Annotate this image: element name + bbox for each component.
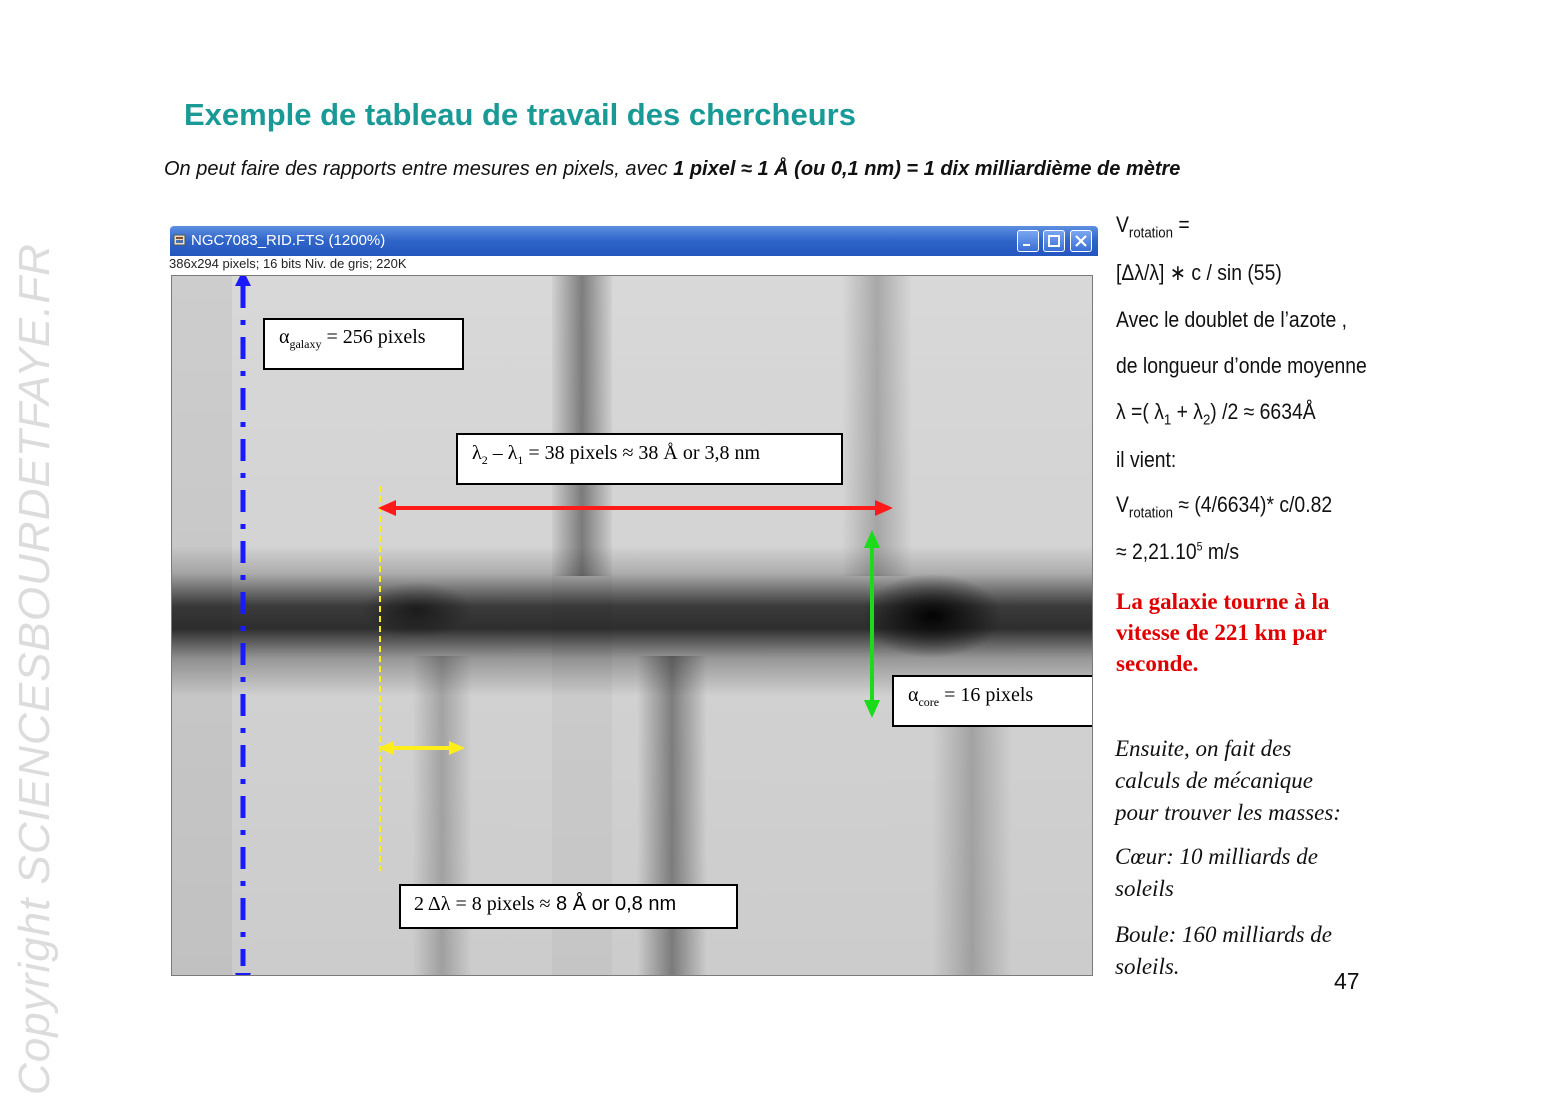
close-button[interactable] <box>1070 230 1092 252</box>
image-window <box>170 226 1098 978</box>
note-line-1: Ensuite, on fait des <box>1115 736 1292 761</box>
maximize-icon <box>1047 234 1061 248</box>
mean-wavelength-text: de longueur d’onde moyenne <box>1116 353 1367 378</box>
core-size-label: $\alpha_{core} = 16$ pixels <box>892 675 1093 727</box>
conclusion-line-2: vitesse de 221 km par <box>1116 620 1327 645</box>
velocity-formula: [Δλ/λ] ∗ c / sin (55) <box>1116 260 1282 285</box>
core-mass-note <box>1115 841 1318 905</box>
note-line-2: calculs de mécanique <box>1115 768 1313 793</box>
subtitle-prefix: On peut faire des rapports entre mesures en pixels, avec <box>164 158 674 180</box>
close-icon <box>1074 234 1088 248</box>
copyright-watermark: Copyright SCIENCESBOURDETFAYE.FR <box>10 243 59 1095</box>
core-mass-line-2: soleils <box>1115 876 1174 901</box>
rotation-conclusion <box>1116 586 1329 679</box>
spectrum-drawing <box>172 276 1093 976</box>
velocity-formula-title: $V_{rotation}$ = <box>1116 212 1190 242</box>
imagej-icon <box>173 233 187 247</box>
maximize-button[interactable] <box>1043 230 1065 252</box>
nitrogen-doublet-text: Avec le doublet de l’azote , <box>1116 307 1348 332</box>
wavelength-difference-label: $\lambda_2 - \lambda_1 = 38$ pixels ≈ 38 Å or 3,8 nm <box>456 433 843 485</box>
mechanics-note <box>1115 733 1341 829</box>
spectrum-image[interactable] <box>171 275 1093 976</box>
bulge-mass-line-2: soleils. <box>1115 954 1180 979</box>
mean-wavelength-formula: λ =( $\lambda_1 + \lambda_2$) /2 ≈ 6634Å <box>1116 399 1316 429</box>
conclusion-line-1: La galaxie tourne à la <box>1116 589 1330 614</box>
slide-subtitle <box>164 158 1180 181</box>
core-mass-line-1: Cœur: 10 milliards de <box>1115 844 1318 869</box>
velocity-result: ≈ $2,21.10^5$ m/s <box>1116 539 1240 564</box>
bulge-mass-note <box>1115 919 1332 983</box>
conclusion-line-3: seconde. <box>1116 651 1199 676</box>
velocity-calculation: $V_{rotation} \approx (4/6634)*$ c/0.82 <box>1116 492 1333 522</box>
galaxy-size-label: $\alpha_{galaxy} = 256$ pixels <box>263 318 464 370</box>
minimize-button[interactable] <box>1017 230 1039 252</box>
note-line-3: pour trouver les masses: <box>1115 800 1341 825</box>
slide-title: Exemple de tableau de travail des chercheurs <box>184 97 856 132</box>
bulge-mass-line-1: Boule: 160 milliards de <box>1115 922 1332 947</box>
image-info-bar: 386x294 pixels; 16 bits Niv. de gris; 220K <box>169 256 407 271</box>
page-number: 47 <box>1334 968 1360 994</box>
window-titlebar[interactable] <box>170 226 1098 256</box>
subtitle-bold: 1 pixel ≈ 1 Å (ou 0,1 nm) = 1 dix milliardième de mètre <box>673 158 1181 180</box>
il-vient-text: il vient: <box>1116 447 1177 472</box>
window-title: NGC7083_RID.FTS (1200%) <box>191 232 386 249</box>
minimize-icon <box>1021 234 1035 248</box>
doppler-shift-label: 2 Δλ = 8 pixels ≈ 8 Å or 0,8 nm <box>399 884 738 929</box>
